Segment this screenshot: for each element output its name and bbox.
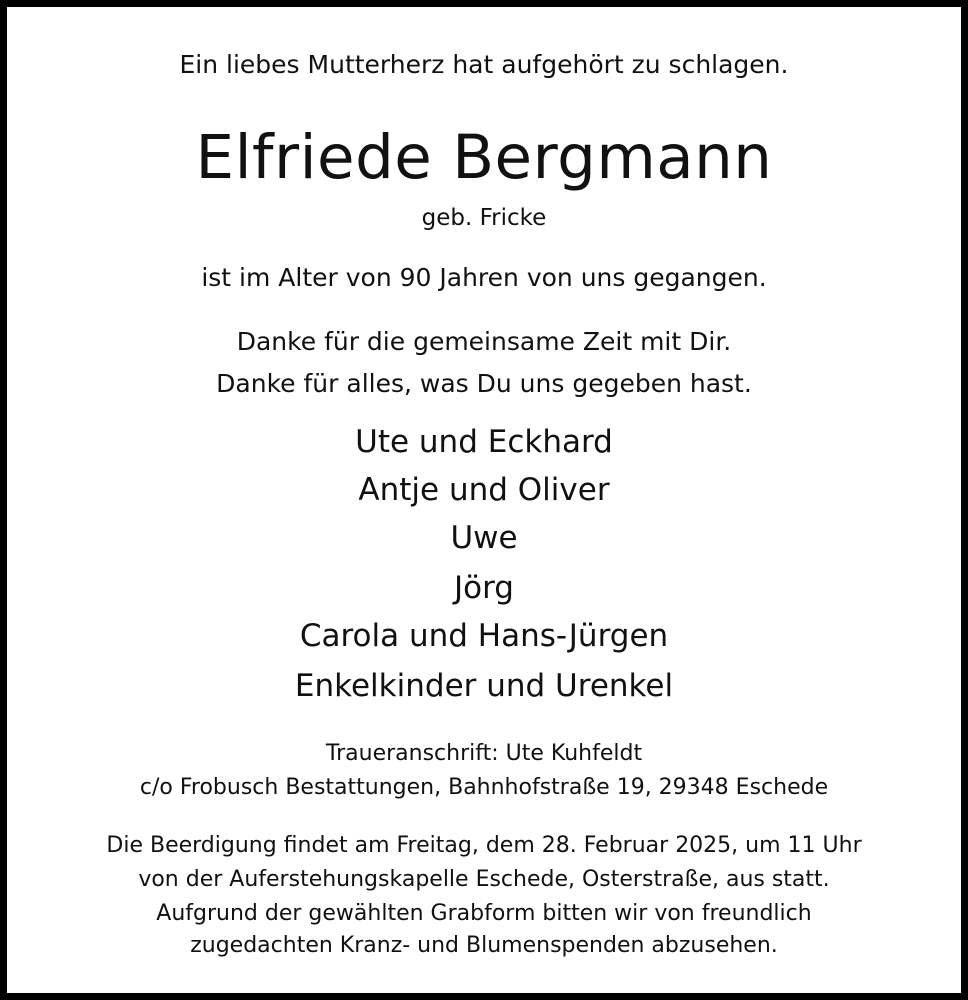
intro-line: Ein liebes Mutterherz hat aufgehört zu schlagen. (179, 50, 789, 79)
maiden-name: geb. Fricke (421, 205, 547, 231)
address-line: c/o Frobusch Bestattungen, Bahnhofstraße 19, 29348 Eschede (139, 775, 829, 800)
thanks-line: Danke für die gemeinsame Zeit mit Dir. (236, 327, 732, 356)
funeral-line: Die Beerdigung findet am Freitag, dem 28. Februar 2025, um 11 Uhr (106, 833, 862, 858)
age-line: ist im Alter von 90 Jahren von uns gegangen. (201, 263, 767, 292)
funeral-line: Aufgrund der gewählten Grabform bitten wir von freundlich (156, 901, 812, 926)
mourner-entry: Ute und Eckhard (355, 424, 613, 460)
mourner-entry: Enkelkinder und Urenkel (294, 668, 674, 704)
deceased-name: Elfriede Bergmann (195, 122, 773, 193)
address-line: Traueranschrift: Ute Kuhfeldt (325, 741, 643, 766)
mourner-entry: Uwe (450, 520, 518, 556)
funeral-line: von der Auferstehungskapelle Eschede, Osterstraße, aus statt. (138, 867, 830, 892)
funeral-line: zugedachten Kranz- und Blumenspenden abzusehen. (190, 933, 778, 958)
thanks-line: Danke für alles, was Du uns gegeben hast. (216, 369, 752, 398)
mourner-entry: Jörg (454, 570, 514, 606)
mourner-entry: Carola und Hans-Jürgen (299, 618, 669, 654)
mourner-entry: Antje und Oliver (358, 472, 610, 508)
